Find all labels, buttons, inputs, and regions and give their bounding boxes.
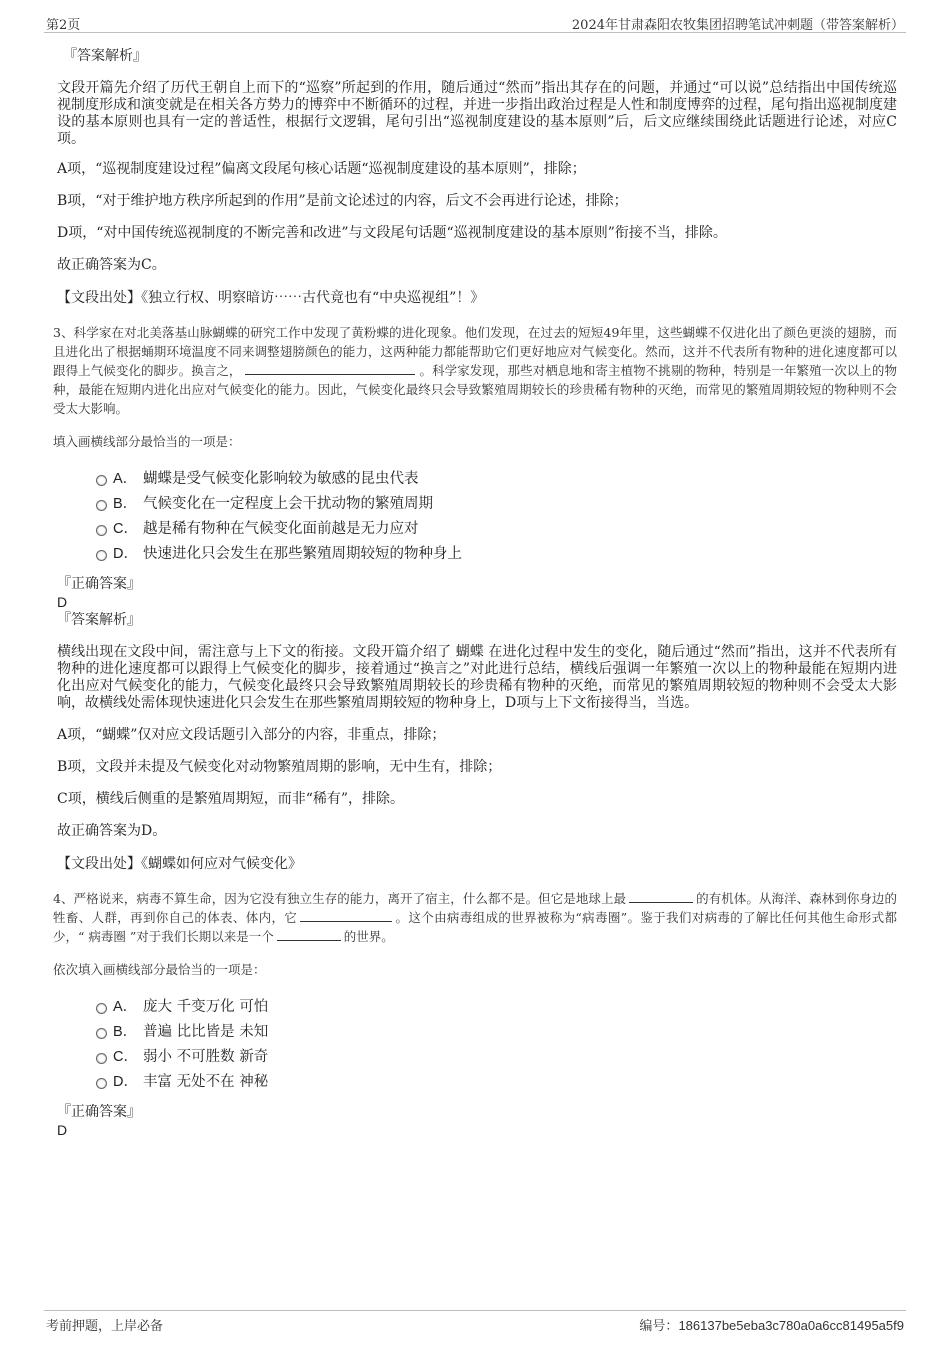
question-4-prompt: 依次填入画横线部分最恰当的一项是：: [53, 962, 266, 977]
option-b[interactable]: B． 普遍 比比皆是 未知: [57, 1022, 897, 1047]
fill-blank: [245, 361, 415, 375]
radio-button[interactable]: [96, 1053, 107, 1064]
page-footer: [44, 1310, 906, 1333]
option-c[interactable]: C． 越是稀有物种在气候变化面前越是无力应对: [57, 519, 897, 544]
correct-answer: D: [57, 1122, 68, 1138]
analysis-body: 横线出现在文段中间，需注意与上下文的衔接。文段开篇介绍了 蝴蝶 在进化过程中发生的变化，随后通过“然而”指出，这并不代表所有物种的进化速度都可以跟得上气候变化的脚步，接着通过“换言之”对此进行总结，横线后强调一年繁殖一次以上的物种最能在短期内进化出应对气候变化的能力，气候变化最终只会导致繁殖周期较长的珍贵稀有物种的灭绝，而常见的繁殖周期较短的物种则不会受太大影响，故横线处需体现快速进化只会发生在那些繁殖周期较短的物种身上，D项与上下文衔接得当，当选。: [57, 644, 897, 711]
passage-source: [57, 855, 897, 873]
analysis-conclusion: 故正确答案为C。: [57, 257, 166, 273]
option-c[interactable]: C． 弱小 不可胜数 新奇: [57, 1047, 897, 1072]
radio-button[interactable]: [96, 1028, 107, 1039]
source-title: 《蝴蝶如何应对气候变化》: [141, 856, 302, 872]
radio-button[interactable]: [96, 500, 107, 511]
question-4-options: [57, 997, 897, 1097]
option-a[interactable]: A． 蝴蝶是受气候变化影响较为敏感的昆虫代表: [57, 469, 897, 494]
passage-source: [57, 289, 897, 307]
analysis-option-a: A项，“巡视制度建设过程”偏离文段尾句核心话题“巡视制度建设的基本原则”，排除；: [57, 161, 586, 177]
source-label: 【文段出处】: [57, 856, 141, 872]
radio-button[interactable]: [96, 525, 107, 536]
analysis-option-d: D项，“对中国传统巡视制度的不断完善和改进”与文段尾句话题“巡视制度建设的基本原则”衔接不当，排除。: [57, 225, 727, 241]
document-id-value: 186137be5eba3c780a0a6cc81495a5f9: [678, 1318, 904, 1333]
fill-blank: [300, 908, 392, 922]
radio-button[interactable]: [96, 1003, 107, 1014]
correct-answer: D: [57, 594, 68, 610]
analysis-body: 文段开篇先介绍了历代王朝自上而下的“巡察”所起到的作用，随后通过“然而”指出其存在的问题，并通过“可以说”总结指出中国传统巡视制度形成和演变就是在相关各方势力的博弈中不断循环的过程，并进一步指出政治过程是人性和制度博弈的过程，尾句指出巡视制度建设的基本原则也具有一定的普适性，根据行文逻辑，尾句引出“巡视制度建设的基本原则”后，后文应继续围绕此话题进行论述，对应C项。: [57, 80, 897, 147]
analysis-heading: 『答案解析』: [57, 612, 141, 628]
radio-button[interactable]: [96, 550, 107, 561]
footer-slogan: 考前押题，上岸必备: [46, 1319, 164, 1334]
document-id: [639, 1315, 904, 1334]
source-label: 【文段出处】: [57, 290, 141, 306]
analysis-option-a: A项，“蝴蝶”仅对应文段话题引入部分的内容，非重点，排除；: [57, 727, 446, 743]
analysis-conclusion: 故正确答案为D。: [57, 823, 167, 839]
correct-answer-heading: 『正确答案』: [57, 1104, 141, 1120]
page-content: [53, 47, 897, 1139]
document-title: 2024年甘肃森阳农牧集团招聘笔试冲刺题（带答案解析）: [571, 18, 904, 33]
source-title: 《独立行权、明察暗访⋯⋯古代竟也有“中央巡视组”！》: [141, 290, 485, 306]
question-3-text: 3、科学家在对北美落基山脉蝴蝶的研究工作中发现了黄粉蝶的进化现象。他们发现，在过去的短短49年里，这些蝴蝶不仅进化出了颜色更淡的翅膀，而且进化出了根据蛹期环境温度不同来调整翅膀颜色的能力，这两种能力都能帮助它们更好地应对气候变化。然而，这并不代表所有物种的进化速度都可以跟得上气候变化的脚步。换言之， 。科学家发现，那些对栖息地和寄主植物不挑剔的物种，特别是一年繁殖一次以上的物种，最能在短期内进化出应对气候变化的能力。因此，气候变化最终只会导致繁殖周期较长的珍贵稀有物种的灭绝，而常见的繁殖周期较短的物种则不会受太大影响。: [53, 325, 897, 416]
radio-button[interactable]: [96, 1078, 107, 1089]
fill-blank: [277, 927, 341, 941]
question-3-options: [57, 469, 897, 569]
option-d[interactable]: D． 丰富 无处不在 神秘: [57, 1072, 897, 1097]
option-a[interactable]: A． 庞大 千变万化 可怕: [57, 997, 897, 1022]
analysis-option-b: B项，文段并未提及气候变化对动物繁殖周期的影响，无中生有，排除；: [57, 759, 502, 775]
page-number: 第2页: [46, 18, 81, 33]
correct-answer-heading: 『正确答案』: [57, 576, 141, 592]
fill-blank: [629, 889, 693, 903]
question-4-text: 4、严格说来，病毒不算生命，因为它没有独立生存的能力，离开了宿主，什么都不是。但它是地球上最 的有机体。从海洋、森林到你身边的牲畜、人群，再到你自己的体表、体内，它 。这个由病毒组成的世界被称为“病毒圈”。鉴于我们对病毒的了解比任何其他生命形式都少，“ 病毒圈 ”对于我们长期以来是一个 的世界。: [53, 891, 897, 944]
document-id-label: 编号：: [639, 1319, 679, 1334]
page-header: [44, 12, 906, 33]
question-3-prompt: 填入画横线部分最恰当的一项是：: [53, 434, 241, 449]
option-b[interactable]: B． 气候变化在一定程度上会干扰动物的繁殖周期: [57, 494, 897, 519]
radio-button[interactable]: [96, 475, 107, 486]
analysis-option-b: B项，“对于维护地方秩序所起到的作用”是前文论述过的内容，后文不会再进行论述，排除；: [57, 193, 628, 209]
analysis-heading: 『答案解析』: [63, 48, 147, 64]
analysis-option-c: C项，横线后侧重的是繁殖周期短，而非“稀有”，排除。: [57, 791, 405, 807]
option-d[interactable]: D． 快速进化只会发生在那些繁殖周期较短的物种身上: [57, 544, 897, 569]
